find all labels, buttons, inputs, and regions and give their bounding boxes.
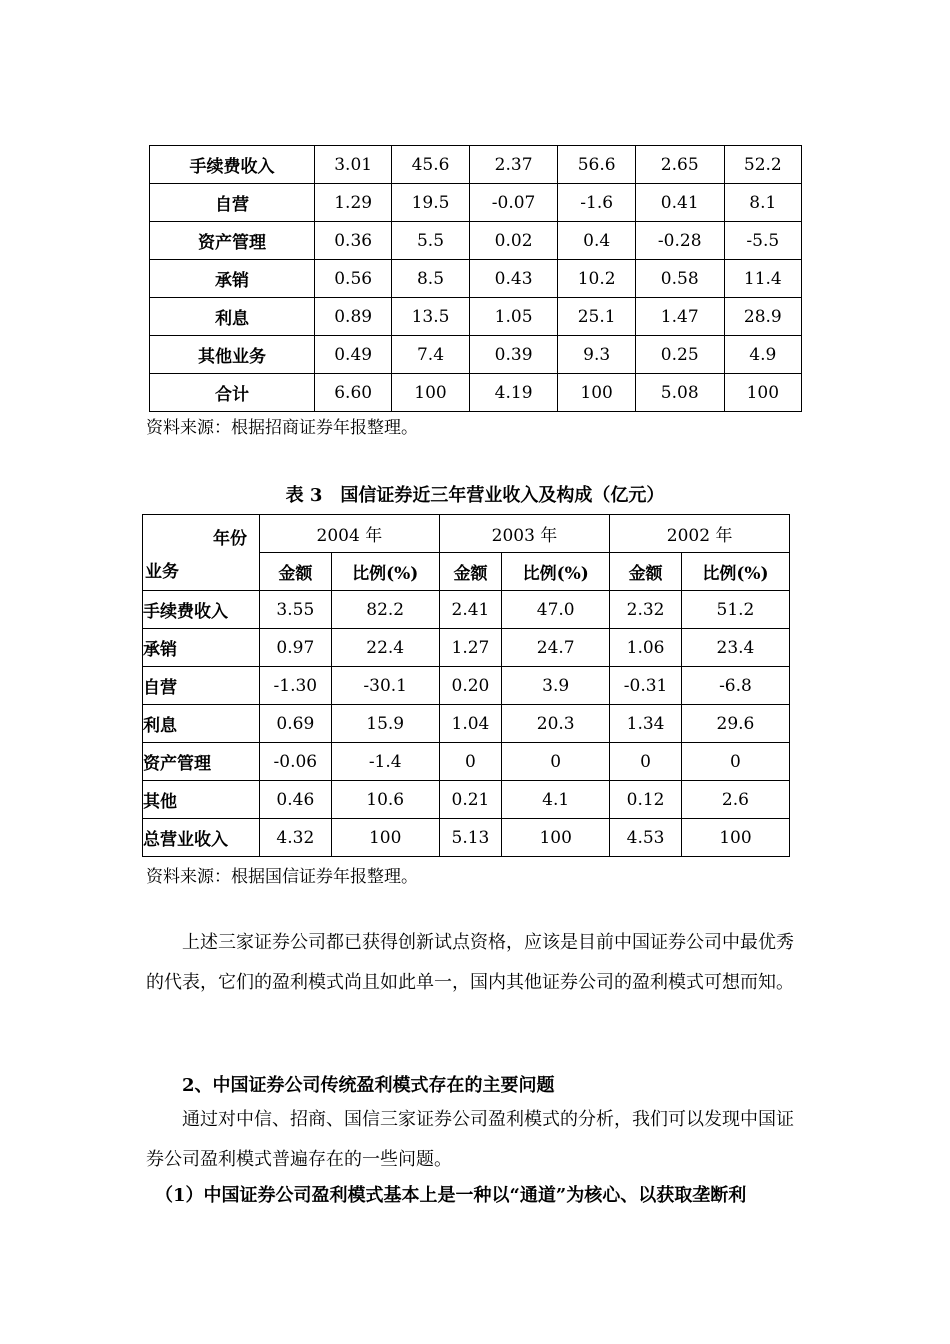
table-cell: -0.31 <box>610 667 682 705</box>
table-row <box>143 819 790 857</box>
table-cell: 4.9 <box>724 336 801 374</box>
row-label: 自营 <box>143 667 260 705</box>
table-cell: 5.5 <box>392 222 469 260</box>
table-cell: 4.19 <box>469 374 558 412</box>
table-cell: 0 <box>502 743 610 781</box>
table-cell: 0.02 <box>469 222 558 260</box>
table-cell: 2.37 <box>469 146 558 184</box>
table-cell: 23.4 <box>681 629 789 667</box>
amount-header: 金额 <box>260 553 332 591</box>
table-cell: 0.89 <box>315 298 392 336</box>
table-cell: 1.04 <box>439 705 501 743</box>
table-cell: 8.1 <box>724 184 801 222</box>
table-cell: 100 <box>558 374 635 412</box>
table-cell: 0.25 <box>635 336 724 374</box>
table-cell: 0 <box>681 743 789 781</box>
top-table-source: 资料来源：根据招商证券年报整理。 <box>146 418 418 438</box>
table-cell: -1.6 <box>558 184 635 222</box>
ratio-header: 比例(%) <box>502 553 610 591</box>
table3-source: 资料来源：根据国信证券年报整理。 <box>146 867 418 887</box>
table-cell: 20.3 <box>502 705 610 743</box>
table-cell: 51.2 <box>681 591 789 629</box>
table-cell: 1.05 <box>469 298 558 336</box>
row-label: 利息 <box>143 705 260 743</box>
top-revenue-table <box>149 145 802 412</box>
table-cell: -0.06 <box>260 743 332 781</box>
row-label: 承销 <box>150 260 315 298</box>
year-header-2002: 2002 年 <box>610 515 790 553</box>
table-cell: 9.3 <box>558 336 635 374</box>
table-row <box>143 591 790 629</box>
table-row <box>150 374 802 412</box>
table-row <box>143 629 790 667</box>
ratio-header: 比例(%) <box>681 553 789 591</box>
row-label: 手续费收入 <box>143 591 260 629</box>
table-cell: 0.20 <box>439 667 501 705</box>
table-cell: 0.49 <box>315 336 392 374</box>
table-cell: 2.65 <box>635 146 724 184</box>
table-cell: 28.9 <box>724 298 801 336</box>
table-cell: 4.53 <box>610 819 682 857</box>
table-cell: 0.69 <box>260 705 332 743</box>
table-cell: 0.39 <box>469 336 558 374</box>
table-cell: 5.13 <box>439 819 501 857</box>
table-cell: 52.2 <box>724 146 801 184</box>
table-cell: 24.7 <box>502 629 610 667</box>
table-cell: 100 <box>331 819 439 857</box>
table-cell: 10.2 <box>558 260 635 298</box>
table-cell: 11.4 <box>724 260 801 298</box>
table3-caption: 表 3 国信证券近三年营业收入及构成（亿元） <box>285 485 665 506</box>
table-cell: 4.32 <box>260 819 332 857</box>
table-row <box>150 260 802 298</box>
table-cell: -1.4 <box>331 743 439 781</box>
table-cell: -0.07 <box>469 184 558 222</box>
table-cell: 0.46 <box>260 781 332 819</box>
paragraph-2: 通过对中信、招商、国信三家证券公司盈利模式的分析，我们可以发现中国证券公司盈利模式普遍存在的一些问题。 <box>146 1109 794 1170</box>
row-label: 承销 <box>143 629 260 667</box>
year-header-2004: 2004 年 <box>260 515 440 553</box>
table-cell: 10.6 <box>331 781 439 819</box>
table-row <box>150 336 802 374</box>
table-cell: -30.1 <box>331 667 439 705</box>
row-label: 总营业收入 <box>143 819 260 857</box>
row-label: 合计 <box>150 374 315 412</box>
table-cell: 2.41 <box>439 591 501 629</box>
table-cell: 0.4 <box>558 222 635 260</box>
table-row <box>150 184 802 222</box>
table-cell: 0 <box>439 743 501 781</box>
table-cell: -0.28 <box>635 222 724 260</box>
table-cell: 29.6 <box>681 705 789 743</box>
table-row <box>143 743 790 781</box>
table-cell: 100 <box>392 374 469 412</box>
corner-header-cell <box>143 515 260 591</box>
table-row <box>143 705 790 743</box>
table-cell: 22.4 <box>331 629 439 667</box>
table-cell: 1.27 <box>439 629 501 667</box>
table-cell: 56.6 <box>558 146 635 184</box>
table-cell: 5.08 <box>635 374 724 412</box>
table-cell: 7.4 <box>392 336 469 374</box>
table-cell: 0.43 <box>469 260 558 298</box>
table-cell: 47.0 <box>502 591 610 629</box>
table-cell: 100 <box>502 819 610 857</box>
table-row <box>143 781 790 819</box>
table-cell: 0.41 <box>635 184 724 222</box>
table-row <box>150 222 802 260</box>
row-label: 利息 <box>150 298 315 336</box>
table-cell: 2.32 <box>610 591 682 629</box>
table-cell: -5.5 <box>724 222 801 260</box>
table-cell: 100 <box>724 374 801 412</box>
table-cell: 0 <box>610 743 682 781</box>
table-cell: 100 <box>681 819 789 857</box>
corner-year-label: 年份 <box>213 528 247 549</box>
table-cell: 1.29 <box>315 184 392 222</box>
table-cell: -1.30 <box>260 667 332 705</box>
table-cell: 0.21 <box>439 781 501 819</box>
amount-header: 金额 <box>610 553 682 591</box>
row-label: 其他业务 <box>150 336 315 374</box>
row-label: 资产管理 <box>150 222 315 260</box>
year-header-2003: 2003 年 <box>439 515 610 553</box>
table-cell: 3.9 <box>502 667 610 705</box>
guoxin-revenue-table <box>142 514 790 857</box>
ratio-header: 比例(%) <box>331 553 439 591</box>
table-cell: 2.6 <box>681 781 789 819</box>
row-label: 手续费收入 <box>150 146 315 184</box>
table-cell: 1.06 <box>610 629 682 667</box>
table-cell: 0.58 <box>635 260 724 298</box>
table-cell: 15.9 <box>331 705 439 743</box>
table-cell: 45.6 <box>392 146 469 184</box>
row-label: 其他 <box>143 781 260 819</box>
table-cell: 4.1 <box>502 781 610 819</box>
table-cell: 19.5 <box>392 184 469 222</box>
table-cell: -6.8 <box>681 667 789 705</box>
table-cell: 25.1 <box>558 298 635 336</box>
row-label: 资产管理 <box>143 743 260 781</box>
table-cell: 3.55 <box>260 591 332 629</box>
paragraph-3: （1）中国证券公司盈利模式基本上是一种以“通道”为核心、以获取垄断利 <box>146 1185 747 1206</box>
table-cell: 0.36 <box>315 222 392 260</box>
table-cell: 8.5 <box>392 260 469 298</box>
table-cell: 1.34 <box>610 705 682 743</box>
table-cell: 82.2 <box>331 591 439 629</box>
table-row <box>150 146 802 184</box>
table-cell: 1.47 <box>635 298 724 336</box>
table-cell: 13.5 <box>392 298 469 336</box>
table-cell: 3.01 <box>315 146 392 184</box>
table-cell: 6.60 <box>315 374 392 412</box>
table-row <box>150 298 802 336</box>
paragraph-1: 上述三家证券公司都已获得创新试点资格，应该是目前中国证券公司中最优秀的代表，它们的盈利模式尚且如此单一，国内其他证券公司的盈利模式可想而知。 <box>146 932 794 993</box>
table-row <box>143 667 790 705</box>
amount-header: 金额 <box>439 553 501 591</box>
section-heading-2: 2、中国证券公司传统盈利模式存在的主要问题 <box>146 1075 555 1096</box>
table-cell: 0.97 <box>260 629 332 667</box>
table-cell: 0.12 <box>610 781 682 819</box>
corner-business-label: 业务 <box>145 561 179 582</box>
table-cell: 0.56 <box>315 260 392 298</box>
row-label: 自营 <box>150 184 315 222</box>
